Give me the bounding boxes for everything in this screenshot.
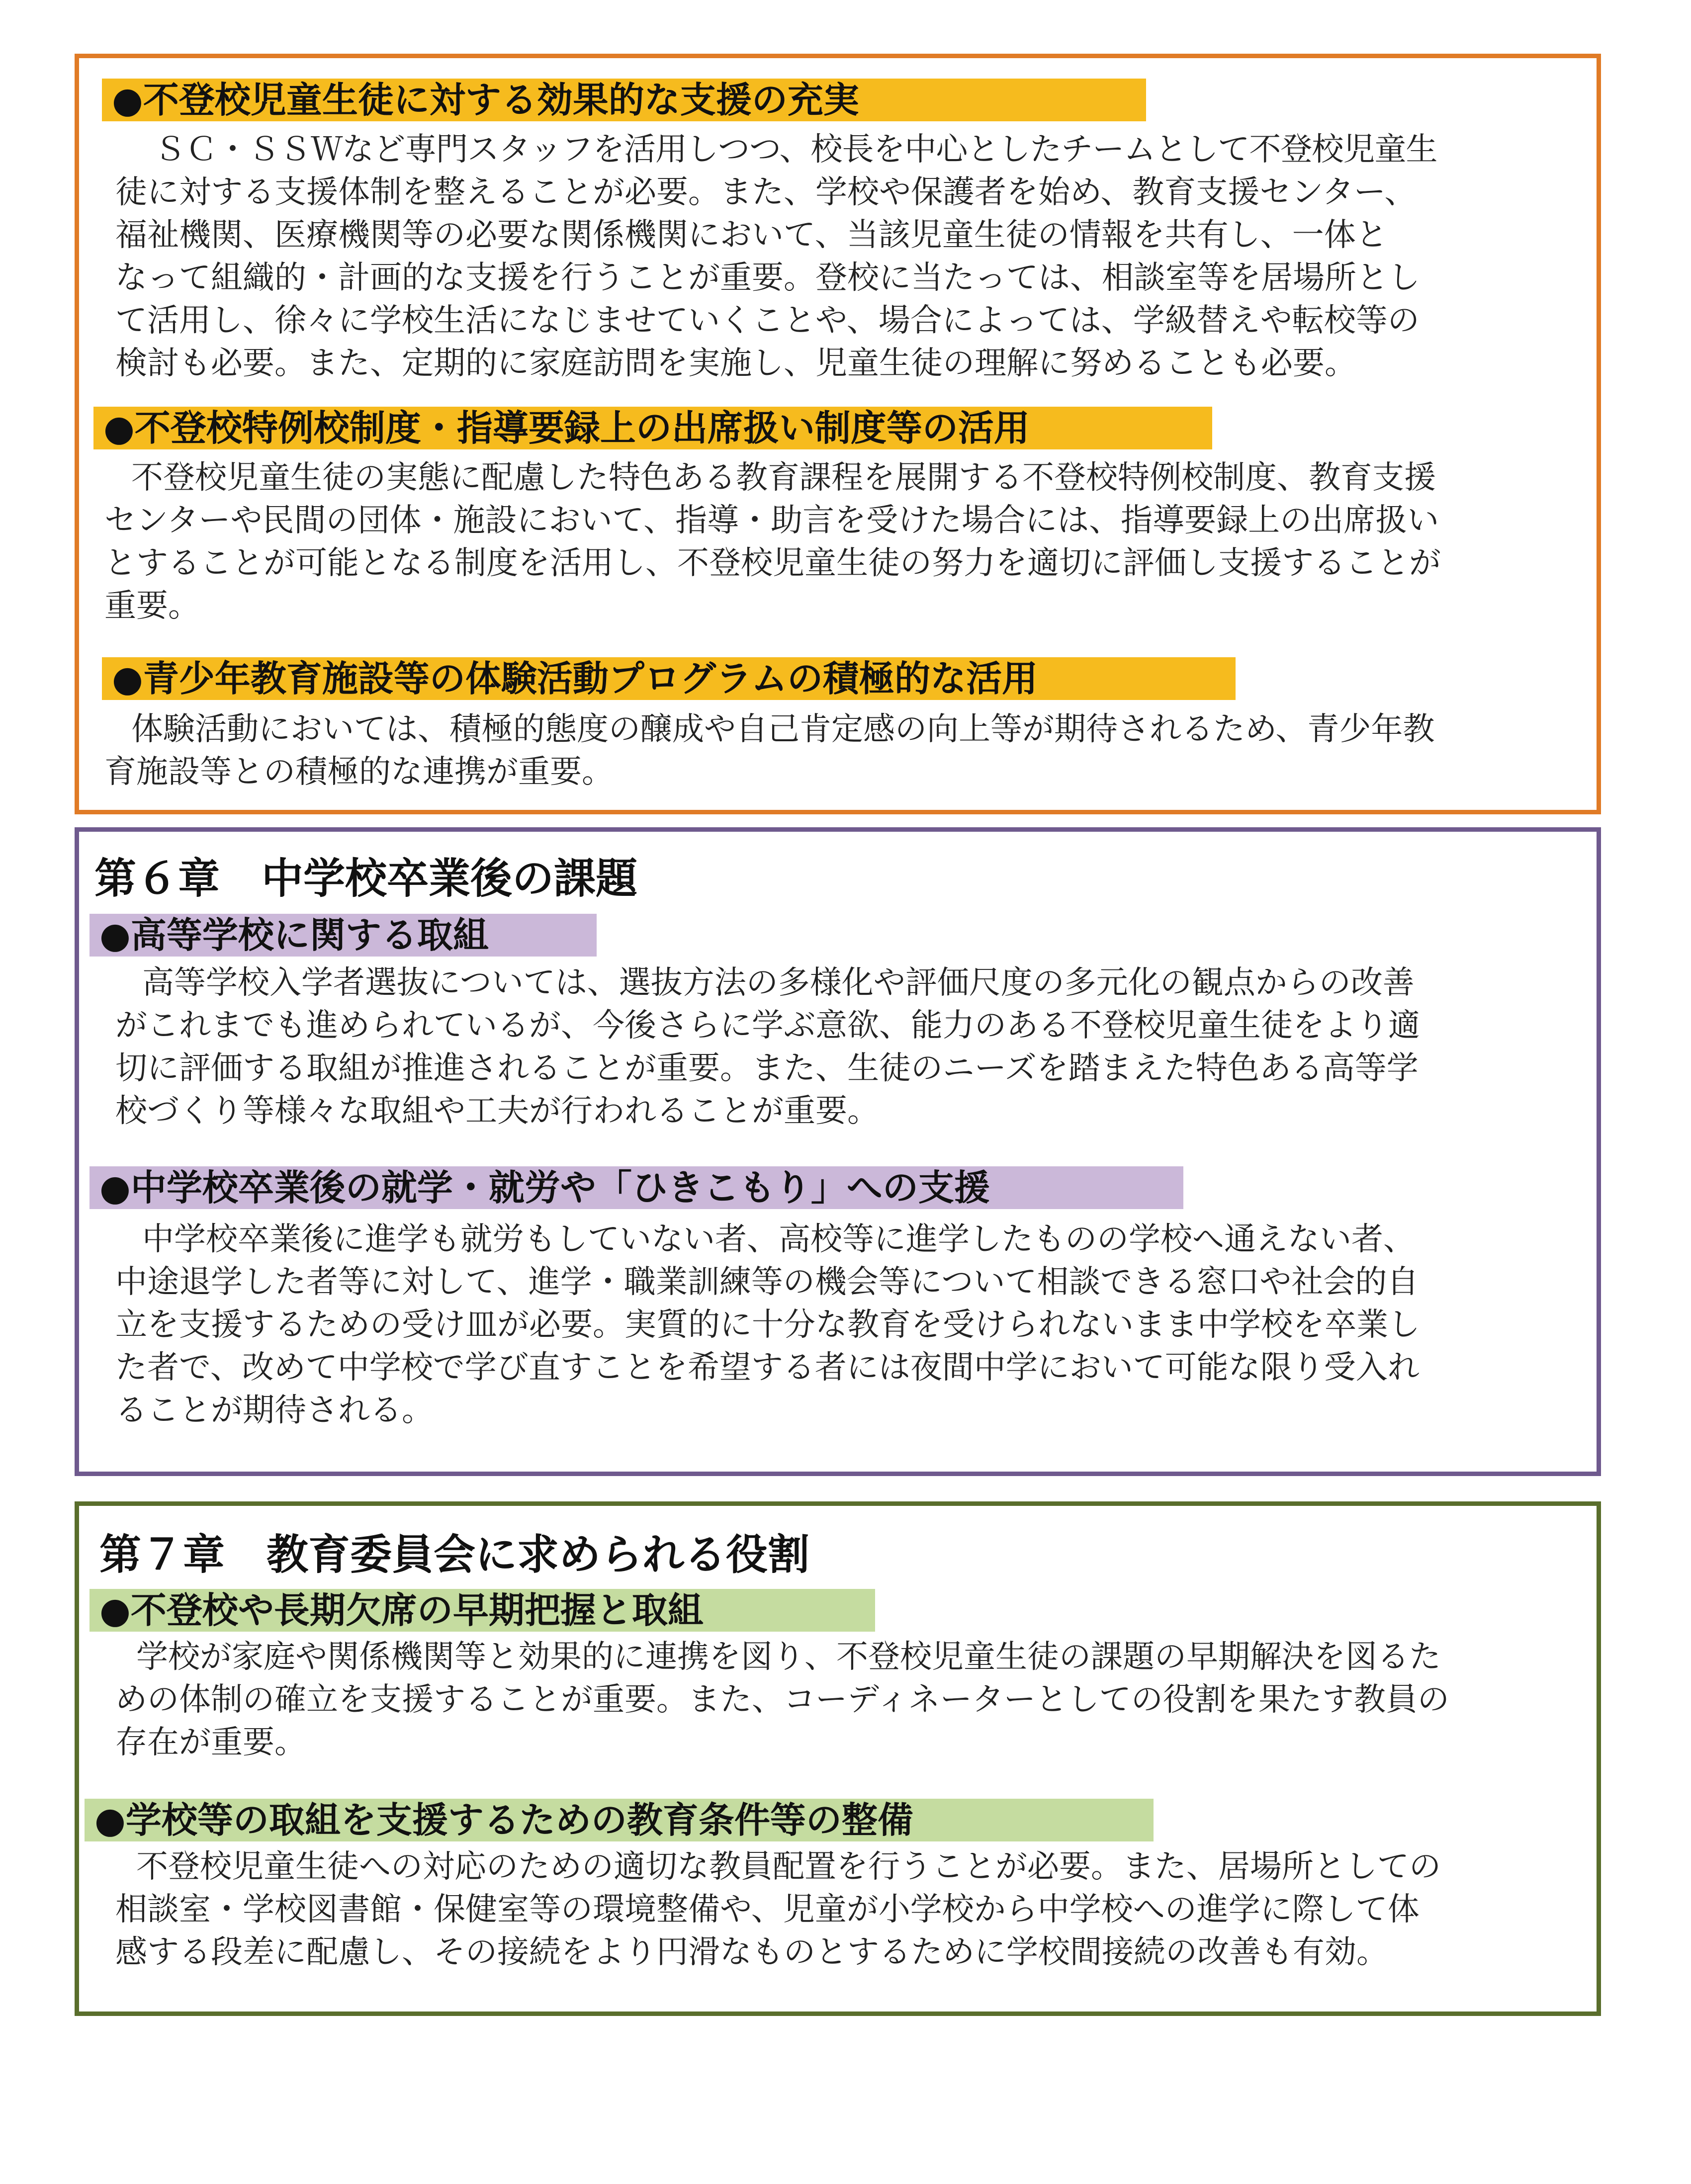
- text-line: 高等学校入学者選抜については、選抜方法の多様化や評価尺度の多元化の観点からの改善: [142, 964, 1415, 1001]
- text-line: 学校が家庭や関係機関等と効果的に連携を図り、不登校児童生徒の課題の早期解決を図るた: [136, 1639, 1441, 1675]
- chapter6-title: 第６章 中学校卒業後の課題: [94, 854, 638, 903]
- text-line: 不登校児童生徒の実態に配慮した特色ある教育課程を展開する不登校特例校制度、教育支援: [131, 459, 1436, 496]
- text-line: なって組織的・計画的な支援を行うことが重要。登校に当たっては、相談室等を居場所とし: [115, 260, 1420, 296]
- text-line: とすることが可能となる制度を活用し、不登校児童生徒の努力を適切に評価し支援することが: [104, 545, 1441, 582]
- heading-education-conditions: ●学校等の取組を支援するための教育条件等の整備: [85, 1799, 1154, 1841]
- text-line: 体験活動においては、積極的態度の醸成や自己肯定感の向上等が期待されるため、青少年教: [131, 711, 1435, 748]
- text-line: センターや民間の団体・施設において、指導・助言を受けた場合には、指導要録上の出席扱い: [104, 502, 1439, 539]
- text-line: 中学校卒業後に進学も就労もしていない者、高校等に進学したものの学校へ通えない者、: [142, 1221, 1415, 1258]
- paragraph-effective-support: [115, 128, 1582, 385]
- text-line: 感する段差に配慮し、その接続をより円滑なものとするために学校間接続の改善も有効。: [115, 1934, 1388, 1971]
- text-line: 中途退学した者等に対して、進学・職業訓練等の機会等について相談できる窓口や社会的自: [115, 1264, 1419, 1301]
- paragraph-early-detection: [115, 1636, 1597, 1764]
- paragraph-high-school: [115, 961, 1587, 1133]
- chapter7-title: 第７章 教育委員会に求められる役割: [99, 1530, 810, 1579]
- paragraph-special-school-system: [104, 456, 1591, 627]
- heading-after-graduation: ●中学校卒業後の就学・就労や「ひきこもり」への支援: [89, 1166, 1183, 1209]
- paragraph-after-graduation: [115, 1218, 1587, 1432]
- heading-special-school-system: ●不登校特例校制度・指導要録上の出席扱い制度等の活用: [93, 407, 1212, 449]
- heading-early-detection: ●不登校や長期欠席の早期把握と取組: [89, 1589, 875, 1632]
- text-line: て活用し、徐々に学校生活になじませていくことや、場合によっては、学級替えや転校等の: [115, 302, 1420, 339]
- text-line: 存在が重要。: [115, 1724, 306, 1761]
- text-line: 不登校児童生徒への対応のための適切な教員配置を行うことが必要。また、居場所としての: [136, 1848, 1441, 1885]
- text-line: た者で、改めて中学校で学び直すことを希望する者には夜間中学において可能な限り受入れ: [115, 1349, 1420, 1386]
- paragraph-youth-facilities: [104, 708, 1591, 793]
- paragraph-education-conditions: [115, 1845, 1597, 1974]
- heading-high-school: ●高等学校に関する取組: [89, 914, 597, 957]
- text-line: 福祉機関、医療機関等の必要な関係機関において、当該児童生徒の情報を共有し、一体と: [115, 217, 1388, 254]
- text-line: 立を支援するための受け皿が必要。実質的に十分な教育を受けられないまま中学校を卒業し: [115, 1307, 1420, 1343]
- text-line: がこれまでも進められているが、今後さらに学ぶ意欲、能力のある不登校児童生徒をより適: [115, 1007, 1420, 1044]
- text-line: 校づくり等様々な取組や工夫が行われることが重要。: [115, 1093, 879, 1130]
- text-line: めの体制の確立を支援することが重要。また、コーディネーターとしての役割を果たす教員の: [115, 1681, 1449, 1718]
- text-line: 検討も必要。また、定期的に家庭訪問を実施し、児童生徒の理解に努めることも必要。: [115, 345, 1356, 382]
- heading-youth-facilities: ●青少年教育施設等の体験活動プログラムの積極的な活用: [102, 657, 1236, 700]
- heading-effective-support: ●不登校児童生徒に対する効果的な支援の充実: [102, 79, 1146, 121]
- text-line: 重要。: [104, 588, 200, 624]
- text-line: 徒に対する支援体制を整えることが必要。また、学校や保護者を始め、教育支援センター、: [115, 174, 1417, 211]
- text-line: 相談室・学校図書館・保健室等の環境整備や、児童が小学校から中学校への進学に際して体: [115, 1891, 1420, 1928]
- text-line: ることが期待される。: [115, 1392, 434, 1429]
- text-line: 切に評価する取組が推進されることが重要。また、生徒のニーズを踏まえた特色ある高等学: [115, 1050, 1419, 1087]
- text-line: ＳＣ・ＳＳＷなど専門スタッフを活用しつつ、校長を中心としたチームとして不登校児童生: [154, 131, 1437, 168]
- text-line: 育施設等との積極的な連携が重要。: [104, 754, 614, 790]
